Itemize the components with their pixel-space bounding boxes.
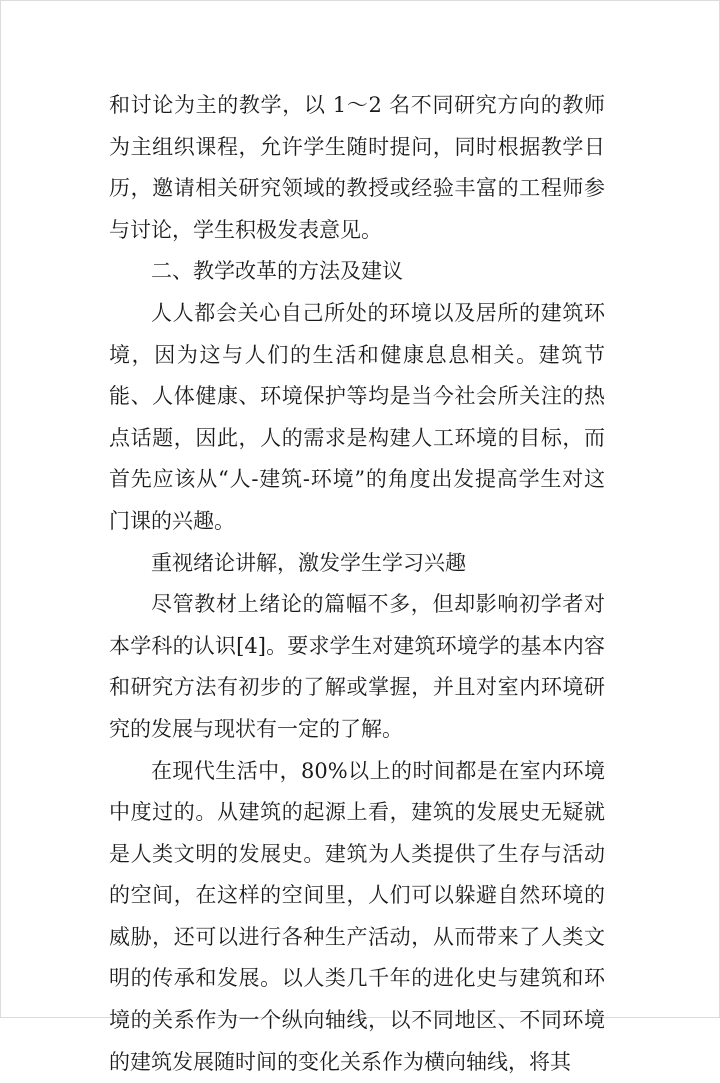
paragraph-1: 和讨论为主的教学，以 1～2 名不同研究方向的教师为主组织课程，允许学生随时提问，同时根据教学日历，邀请相关研究领域的教授或经验丰富的工程师参与讨论，学生积极发表意见。 (109, 85, 605, 251)
paragraph-3: 尽管教材上绪论的篇幅不多，但却影响初学者对本学科的认识[4]。要求学生对建筑环境学的基本内容和研究方法有初步的了解或掌握，并且对室内环境研究的发展与现状有一定的了解。 (109, 584, 605, 750)
subsection-heading: 重视绪论讲解，激发学生学习兴趣 (109, 543, 605, 585)
document-body (109, 85, 605, 1083)
paragraph-4: 在现代生活中，80%以上的时间都是在室内环境中度过的。从建筑的起源上看，建筑的发展史无疑就是人类文明的发展史。建筑为人类提供了生存与活动的空间，在这样的空间里，人们可以躲避自然环境的威胁，还可以进行各种生产活动，从而带来了人类文明的传承和发展。以人类几千年的进化史与建筑和环境的关系作为一个纵向轴线，以不同地区、不同环境的建筑发展随时间的变化关系作为横向轴线，将其 (109, 751, 605, 1083)
section-heading: 二、教学改革的方法及建议 (109, 251, 605, 293)
paragraph-2: 人人都会关心自己所处的环境以及居所的建筑环境，因为这与人们的生活和健康息息相关。建筑节能、人体健康、环境保护等均是当今社会所关注的热点话题，因此，人的需求是构建人工环境的目标，而首先应该从“人-建筑-环境”的角度出发提高学生对这门课的兴趣。 (109, 293, 605, 543)
